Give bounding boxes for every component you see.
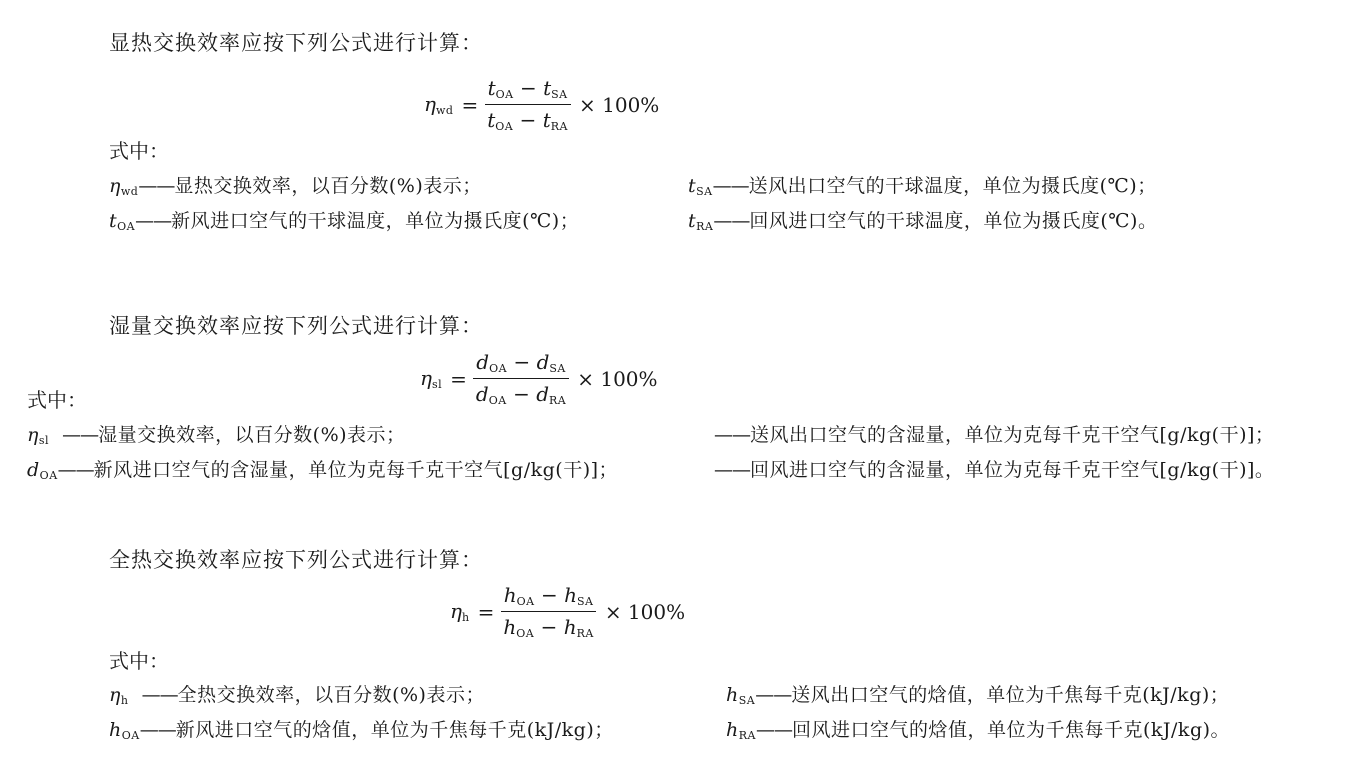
section1-where-label: 式中： xyxy=(109,139,169,163)
fraction-numerator: $h_{OA} - h_{SA}$ xyxy=(501,583,597,612)
definition-item: $\eta_{wd}——$显热交换效率，以百分数(%)表示； xyxy=(109,175,482,198)
equals-sign: = xyxy=(450,366,467,391)
fraction-numerator: $t_{OA} - t_{SA}$ xyxy=(485,76,571,105)
fraction-denominator: $t_{OA} - t_{RA}$ xyxy=(487,108,568,133)
definition-item: ——回风进口空气的含湿量，单位为克每千克干空气[g/kg(干)]。 xyxy=(714,459,1275,481)
section3-formula xyxy=(450,583,685,640)
fraction-numerator: $d_{OA} - d_{SA}$ xyxy=(473,350,569,379)
definition-item: $d_{OA}——$新风进口空气的含湿量，单位为克每千克干空气[g/kg(干)]； xyxy=(27,459,619,482)
section2-formula xyxy=(420,350,658,407)
definition-item: $\eta_{sl}$ ——湿量交换效率，以百分数(%)表示； xyxy=(27,424,406,447)
fraction-denominator: $d_{OA} - d_{RA}$ xyxy=(475,382,567,407)
definition-item: ——送风出口空气的含湿量，单位为克每千克干空气[g/kg(干)]； xyxy=(714,424,1275,446)
definition-item: $\eta_h$ ——全热交换效率，以百分数(%)表示； xyxy=(109,684,485,707)
section1-formula xyxy=(424,76,659,133)
formula-multiplier: × 100% xyxy=(604,599,686,624)
definition-item: $t_{RA}——$回风进口空气的干球温度，单位为摄氏度(℃)。 xyxy=(688,210,1158,233)
section2-where-label: 式中： xyxy=(27,388,87,412)
formula-lhs: $\eta_{wd}$ xyxy=(424,92,454,117)
section3-where-label: 式中： xyxy=(109,649,169,673)
section3-heading: 全热交换效率应按下列公式进行计算： xyxy=(109,548,483,572)
fraction-denominator: $h_{OA} - h_{RA}$ xyxy=(503,615,594,640)
formula-lhs: $\eta_h$ xyxy=(450,599,470,624)
definition-item: $h_{OA}——$新风进口空气的焓值，单位为千焦每千克(kJ/kg)； xyxy=(109,719,614,742)
formula-lhs: $\eta_{sl}$ xyxy=(420,366,443,391)
definition-item: $h_{SA}——$送风出口空气的焓值，单位为千焦每千克(kJ/kg)； xyxy=(726,684,1230,707)
formula-multiplier: × 100% xyxy=(577,366,658,391)
formula-fraction xyxy=(500,583,596,640)
section1-heading: 显热交换效率应按下列公式进行计算： xyxy=(109,31,483,55)
formula-multiplier: × 100% xyxy=(579,92,660,117)
equals-sign: = xyxy=(477,599,495,624)
definition-item: $h_{RA}——$回风进口空气的焓值，单位为千焦每千克(kJ/kg)。 xyxy=(726,719,1231,742)
definition-item: $t_{SA}——$送风出口空气的干球温度，单位为摄氏度(℃)； xyxy=(688,175,1157,198)
equals-sign: = xyxy=(461,92,479,117)
section2-heading: 湿量交换效率应按下列公式进行计算： xyxy=(109,314,483,338)
definition-item: $t_{OA}——$新风进口空气的干球温度，单位为摄氏度(℃)； xyxy=(109,210,580,233)
formula-fraction xyxy=(473,350,569,407)
formula-fraction xyxy=(484,76,571,133)
